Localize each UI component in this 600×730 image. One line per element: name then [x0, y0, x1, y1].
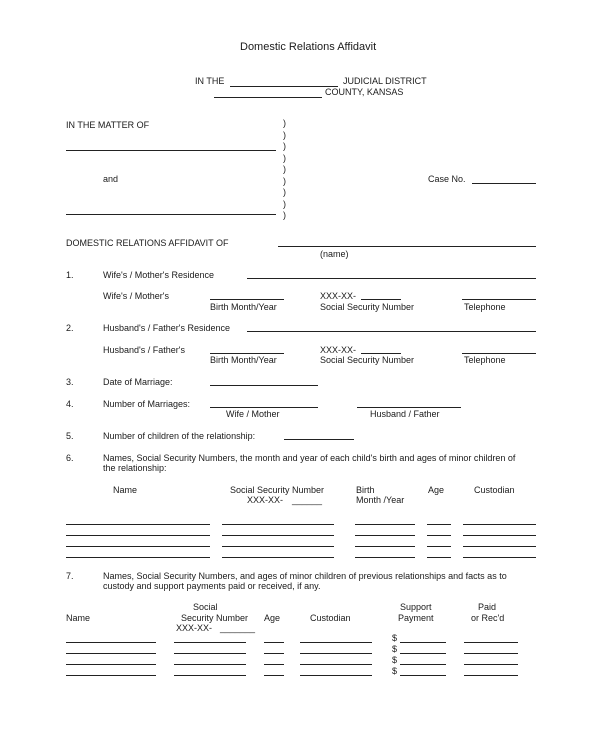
child-birth-field[interactable] — [355, 524, 415, 525]
support-payment-field[interactable] — [400, 675, 446, 676]
child-age-field[interactable] — [427, 535, 451, 536]
child-name-field[interactable] — [66, 524, 210, 525]
wife-phone-field[interactable] — [462, 299, 536, 300]
child-birth-field[interactable] — [355, 546, 415, 547]
wife-birth-label: Birth Month/Year — [210, 302, 277, 312]
child-name-field[interactable] — [66, 546, 210, 547]
child-ssn-field[interactable] — [222, 524, 334, 525]
husband-father-caption: Husband / Father — [370, 409, 440, 419]
child-ssn-field[interactable] — [222, 546, 334, 547]
document-title: Domestic Relations Affidavit — [240, 41, 377, 53]
col-payment: Payment — [398, 613, 434, 623]
child-birth-field[interactable] — [355, 557, 415, 558]
paid-or-recd-field[interactable] — [464, 653, 518, 654]
husband-ssn-field[interactable] — [361, 353, 401, 354]
paren: ) — [283, 129, 286, 140]
support-payment-field[interactable] — [400, 664, 446, 665]
prev-child-age-field[interactable] — [264, 642, 284, 643]
husband-residence-field[interactable] — [247, 331, 536, 332]
support-payment-field[interactable] — [400, 642, 446, 643]
child-custodian-field[interactable] — [463, 535, 536, 536]
col-or-recd: or Rec'd — [471, 613, 505, 623]
col-ssn-prefix: XXX-XX- — [176, 623, 213, 633]
paren: ) — [283, 141, 286, 151]
prev-child-ssn-field[interactable] — [174, 653, 246, 654]
col-security-number: Security Number — [181, 613, 249, 623]
date-of-marriage-field[interactable] — [210, 385, 318, 386]
child-custodian-field[interactable] — [463, 546, 536, 547]
item-number: 1. — [66, 270, 74, 280]
paid-or-recd-field[interactable] — [464, 664, 518, 665]
number-of-marriages-label: Number of Marriages: — [103, 399, 191, 409]
in-the-label: IN THE — [195, 76, 225, 86]
item-number: 7. — [66, 571, 74, 581]
affidavit-of-label: DOMESTIC RELATIONS AFFIDAVIT OF — [66, 238, 229, 248]
in-the-matter-of-label: IN THE MATTER OF — [66, 120, 150, 130]
husband-birth-label: Birth Month/Year — [210, 355, 277, 365]
judicial-district-field[interactable] — [230, 86, 338, 87]
wife-birth-field[interactable] — [210, 299, 284, 300]
prev-child-name-field[interactable] — [66, 642, 156, 643]
child-ssn-field[interactable] — [222, 535, 334, 536]
col-ssn-blank: ______ — [292, 495, 323, 505]
child-age-field[interactable] — [427, 546, 451, 547]
prev-child-name-field[interactable] — [66, 653, 156, 654]
husband-marriages-field[interactable] — [357, 407, 461, 408]
col-age: Age — [428, 485, 445, 495]
col-support: Support — [400, 602, 432, 612]
wife-phone-label: Telephone — [464, 302, 506, 312]
prev-child-age-field[interactable] — [264, 675, 284, 676]
judicial-district-label: JUDICIAL DISTRICT — [343, 76, 427, 86]
child-age-field[interactable] — [427, 524, 451, 525]
prev-child-name-field[interactable] — [66, 675, 156, 676]
paid-or-recd-field[interactable] — [464, 675, 518, 676]
wife-ssn-label: Social Security Number — [320, 302, 415, 312]
dollar-sign: $ — [392, 644, 398, 654]
case-no-field[interactable] — [472, 183, 536, 184]
county-field[interactable] — [214, 97, 322, 98]
dollar-sign: $ — [392, 666, 398, 676]
wife-mother-caption: Wife / Mother — [226, 409, 280, 419]
wife-residence-label: Wife's / Mother's Residence — [103, 270, 214, 280]
dollar-sign: $ — [392, 655, 398, 665]
child-birth-field[interactable] — [355, 535, 415, 536]
child-custodian-field[interactable] — [463, 524, 536, 525]
item7-text-line2: custody and support payments paid or received, if any. — [103, 581, 321, 591]
name-caption: (name) — [320, 249, 349, 259]
affiant-name-field[interactable] — [278, 246, 536, 247]
col-age: Age — [264, 613, 281, 623]
prev-child-age-field[interactable] — [264, 653, 284, 654]
wife-residence-field[interactable] — [247, 278, 536, 279]
husband-ssn-label: Social Security Number — [320, 355, 415, 365]
husband-residence-label: Husband's / Father's Residence — [103, 323, 231, 333]
number-of-children-label: Number of children of the relationship: — [103, 431, 256, 441]
prev-child-ssn-field[interactable] — [174, 675, 246, 676]
caption-parentheses — [283, 118, 286, 222]
case-no-label: Case No. — [428, 174, 466, 184]
wife-mother-label: Wife's / Mother's — [103, 291, 169, 301]
item7-text-line1: Names, Social Security Numbers, and ages of minor children of previous relationships and facts as to — [103, 571, 507, 581]
child-age-field[interactable] — [427, 557, 451, 558]
and-label: and — [103, 174, 119, 184]
support-payment-field[interactable] — [400, 653, 446, 654]
col-ssn-prefix: XXX-XX- — [247, 495, 284, 505]
wife-marriages-field[interactable] — [210, 407, 318, 408]
paren: ) — [283, 118, 286, 128]
col-custodian: Custodian — [310, 613, 351, 623]
item-number: 4. — [66, 399, 74, 409]
paren: ) — [283, 164, 286, 174]
child-ssn-field[interactable] — [222, 557, 334, 558]
number-of-children-field[interactable] — [284, 439, 354, 440]
prev-child-ssn-field[interactable] — [174, 642, 246, 643]
item-number: 2. — [66, 323, 74, 333]
paren: ) — [283, 175, 286, 186]
child-name-field[interactable] — [66, 535, 210, 536]
paren: ) — [283, 210, 286, 220]
col-name: Name — [66, 613, 91, 623]
husband-phone-label: Telephone — [464, 355, 506, 365]
child-name-field[interactable] — [66, 557, 210, 558]
prev-child-custodian-field[interactable] — [300, 664, 372, 665]
paid-or-recd-field[interactable] — [464, 642, 518, 643]
dollar-sign: $ — [392, 633, 398, 643]
prev-child-custodian-field[interactable] — [300, 653, 372, 654]
paren: ) — [283, 152, 286, 163]
husband-birth-field[interactable] — [210, 353, 284, 354]
husband-father-label: Husband's / Father's — [103, 345, 185, 355]
petitioner-name-field[interactable] — [66, 150, 276, 151]
respondent-name-field[interactable] — [66, 214, 276, 215]
col-custodian: Custodian — [474, 485, 515, 495]
item-number: 3. — [66, 377, 74, 387]
husband-ssn-prefix: XXX-XX- — [320, 345, 357, 355]
col-social: Social — [193, 602, 218, 612]
date-of-marriage-label: Date of Marriage: — [103, 377, 173, 387]
col-ssn-blank: _______ — [220, 623, 256, 633]
wife-ssn-field[interactable] — [361, 299, 401, 300]
prev-child-custodian-field[interactable] — [300, 642, 372, 643]
paren: ) — [283, 198, 286, 209]
wife-ssn-prefix: XXX-XX- — [320, 291, 357, 301]
county-kansas-label: COUNTY, KANSAS — [325, 87, 404, 97]
item6-text-line1: Names, Social Security Numbers, the month and year of each child's birth and ages of minor children of — [103, 453, 516, 463]
col-ssn: Social Security Number — [230, 485, 325, 495]
col-month-year: Month /Year — [356, 495, 405, 505]
prev-child-ssn-field[interactable] — [174, 664, 246, 665]
husband-phone-field[interactable] — [462, 353, 536, 354]
child-custodian-field[interactable] — [463, 557, 536, 558]
item-number: 5. — [66, 431, 74, 441]
paren: ) — [283, 187, 286, 197]
item6-text-line2: the relationship: — [103, 463, 167, 473]
prev-child-name-field[interactable] — [66, 664, 156, 665]
prev-child-age-field[interactable] — [264, 664, 284, 665]
col-paid: Paid — [478, 602, 497, 612]
item-number: 6. — [66, 453, 74, 463]
col-birth: Birth — [356, 485, 375, 495]
prev-child-custodian-field[interactable] — [300, 675, 372, 676]
col-name: Name — [113, 485, 138, 495]
